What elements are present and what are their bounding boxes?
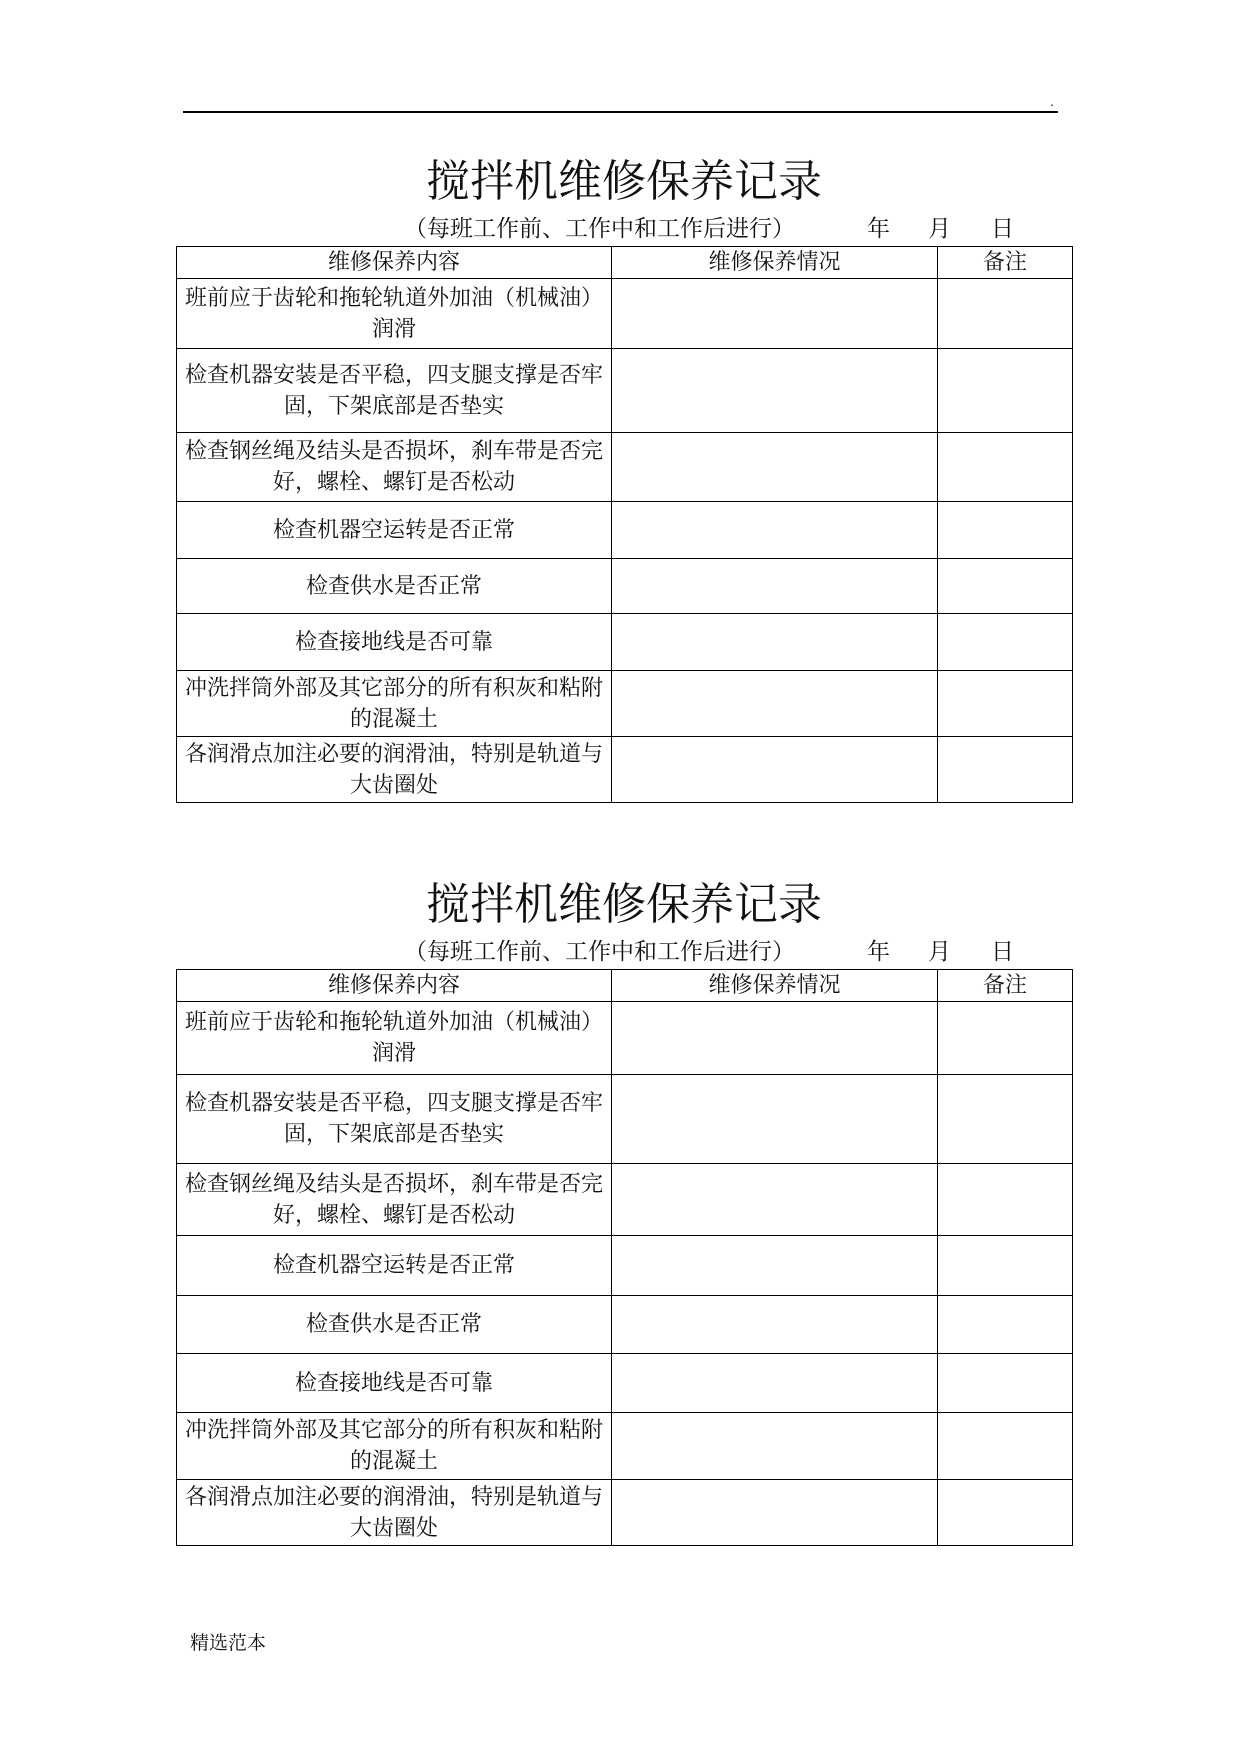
status-cell[interactable] xyxy=(612,502,938,559)
item-text: 各润滑点加注必要的润滑油，特别是轨道与大齿圈处 xyxy=(177,737,612,803)
remarks-cell[interactable] xyxy=(938,279,1073,349)
col-header-content: 维修保养内容 xyxy=(177,970,612,1002)
day-label: 日 xyxy=(991,216,1014,242)
table-row xyxy=(177,349,1073,433)
status-cell[interactable] xyxy=(612,1075,938,1164)
item-text: 检查机器安装是否平稳，四支腿支撑是否牢固，下架底部是否垫实 xyxy=(177,349,612,433)
month-label: 月 xyxy=(928,939,951,965)
item-text: 各润滑点加注必要的润滑油，特别是轨道与大齿圈处 xyxy=(177,1480,612,1546)
form-note: （每班工作前、工作中和工作后进行） xyxy=(404,216,795,242)
status-cell[interactable] xyxy=(612,1354,938,1413)
form-title: 搅拌机维修保养记录 xyxy=(426,879,822,930)
month-label: 月 xyxy=(928,216,951,242)
status-cell[interactable] xyxy=(612,1002,938,1075)
status-cell[interactable] xyxy=(612,279,938,349)
item-text: 检查供水是否正常 xyxy=(177,1296,612,1354)
table-row xyxy=(177,614,1073,671)
remarks-cell[interactable] xyxy=(938,737,1073,803)
year-label: 年 xyxy=(867,216,890,242)
table-row xyxy=(177,1480,1073,1546)
remarks-cell[interactable] xyxy=(938,559,1073,614)
record-table xyxy=(176,969,1073,1546)
remarks-cell[interactable] xyxy=(938,1354,1073,1413)
footer-text: 精选范本 xyxy=(190,1632,267,1654)
table-row xyxy=(177,433,1073,502)
form-subline xyxy=(176,935,1072,969)
status-cell[interactable] xyxy=(612,737,938,803)
item-text: 检查接地线是否可靠 xyxy=(177,614,612,671)
item-text: 冲洗拌筒外部及其它部分的所有积灰和粘附的混凝土 xyxy=(177,1413,612,1480)
status-cell[interactable] xyxy=(612,1296,938,1354)
status-cell[interactable] xyxy=(612,1413,938,1480)
table-row xyxy=(177,1296,1073,1354)
col-header-remarks: 备注 xyxy=(938,970,1073,1002)
header-rule xyxy=(183,111,1058,113)
remarks-cell[interactable] xyxy=(938,1164,1073,1236)
record-table xyxy=(176,246,1073,803)
remarks-cell[interactable] xyxy=(938,614,1073,671)
table-row xyxy=(177,671,1073,737)
col-header-status: 维修保养情况 xyxy=(612,247,938,279)
table-row xyxy=(177,1164,1073,1236)
col-header-remarks: 备注 xyxy=(938,247,1073,279)
remarks-cell[interactable] xyxy=(938,1296,1073,1354)
table-row xyxy=(177,1002,1073,1075)
remarks-cell[interactable] xyxy=(938,1075,1073,1164)
remarks-cell[interactable] xyxy=(938,502,1073,559)
form-title: 搅拌机维修保养记录 xyxy=(426,156,822,207)
status-cell[interactable] xyxy=(612,559,938,614)
remarks-cell[interactable] xyxy=(938,1413,1073,1480)
status-cell[interactable] xyxy=(612,433,938,502)
day-label: 日 xyxy=(991,939,1014,965)
remarks-cell[interactable] xyxy=(938,1002,1073,1075)
col-header-content: 维修保养内容 xyxy=(177,247,612,279)
col-header-status: 维修保养情况 xyxy=(612,970,938,1002)
remarks-cell[interactable] xyxy=(938,433,1073,502)
table-header-row xyxy=(177,970,1073,1002)
item-text: 检查钢丝绳及结头是否损坏，刹车带是否完好，螺栓、螺钉是否松动 xyxy=(177,433,612,502)
remarks-cell[interactable] xyxy=(938,349,1073,433)
status-cell[interactable] xyxy=(612,1236,938,1296)
table-row xyxy=(177,1236,1073,1296)
table-row xyxy=(177,279,1073,349)
status-cell[interactable] xyxy=(612,349,938,433)
item-text: 班前应于齿轮和拖轮轨道外加油（机械油）润滑 xyxy=(177,1002,612,1075)
remarks-cell[interactable] xyxy=(938,671,1073,737)
year-label: 年 xyxy=(867,939,890,965)
table-row xyxy=(177,1413,1073,1480)
item-text: 班前应于齿轮和拖轮轨道外加油（机械油）润滑 xyxy=(177,279,612,349)
item-text: 检查钢丝绳及结头是否损坏，刹车带是否完好，螺栓、螺钉是否松动 xyxy=(177,1164,612,1236)
table-header-row xyxy=(177,247,1073,279)
status-cell[interactable] xyxy=(612,671,938,737)
form-note: （每班工作前、工作中和工作后进行） xyxy=(404,939,795,965)
item-text: 检查机器安装是否平稳，四支腿支撑是否牢固，下架底部是否垫实 xyxy=(177,1075,612,1164)
table-row xyxy=(177,1075,1073,1164)
header-dot: . xyxy=(1050,95,1054,109)
table-row xyxy=(177,559,1073,614)
item-text: 检查接地线是否可靠 xyxy=(177,1354,612,1413)
item-text: 检查机器空运转是否正常 xyxy=(177,502,612,559)
form-subline xyxy=(176,212,1072,246)
item-text: 冲洗拌筒外部及其它部分的所有积灰和粘附的混凝土 xyxy=(177,671,612,737)
table-row xyxy=(177,502,1073,559)
remarks-cell[interactable] xyxy=(938,1480,1073,1546)
table-row xyxy=(177,737,1073,803)
item-text: 检查供水是否正常 xyxy=(177,559,612,614)
status-cell[interactable] xyxy=(612,1164,938,1236)
status-cell[interactable] xyxy=(612,614,938,671)
table-row xyxy=(177,1354,1073,1413)
item-text: 检查机器空运转是否正常 xyxy=(177,1236,612,1296)
remarks-cell[interactable] xyxy=(938,1236,1073,1296)
status-cell[interactable] xyxy=(612,1480,938,1546)
